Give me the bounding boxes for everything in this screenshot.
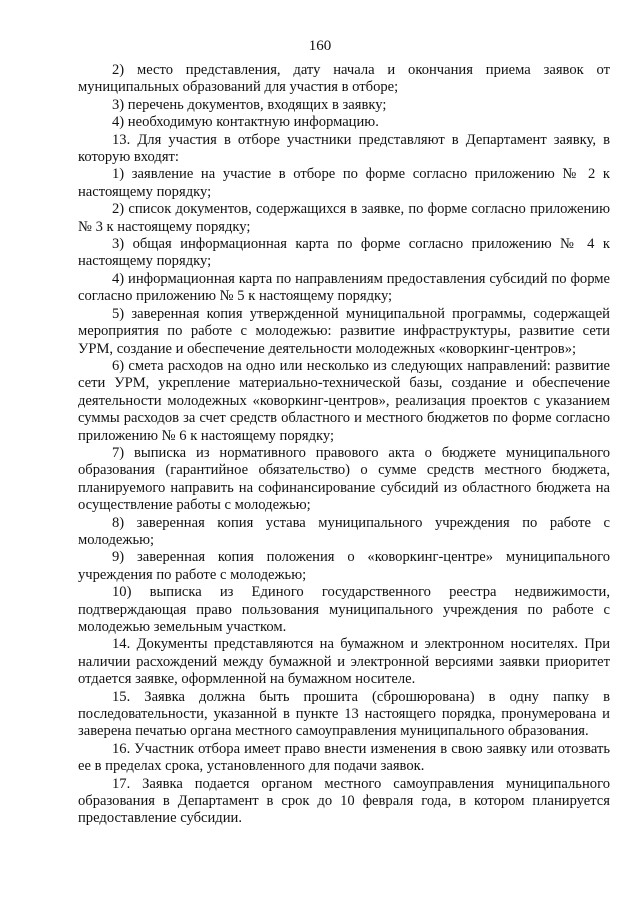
paragraph-clause-15: 15. Заявка должна быть прошита (сброшюрована) в одну папку в последовательности, указанной в пункте 13 настоящего порядка, пронумерована и заверена печатью органа местного самоуправления муниципального образования.: [78, 688, 610, 740]
paragraph-clause-13: 13. Для участия в отборе участники представляют в Департамент заявку, в которую входят:: [78, 131, 610, 166]
paragraph-clause-13-item-6: 6) смета расходов на одно или несколько из следующих направлений: развитие сети УРМ, укрепление материально-технической базы, создание и обеспечение деятельности молодежных «коворкинг-центров», реализация проектов с указанием суммы расходов за счет средств областного и местного бюджетов по форме согласно приложению № 6 к настоящему порядку;: [78, 357, 610, 444]
paragraph-clause-13-item-8: 8) заверенная копия устава муниципального учреждения по работе с молодежью;: [78, 514, 610, 548]
paragraph-clause-13-item-4: 4) информационная карта по направлениям предоставления субсидий по форме согласно приложению № 5 к настоящему порядку;: [78, 270, 610, 305]
paragraph-clause-13-item-5: 5) заверенная копия утвержденной муниципальной программы, содержащей мероприятия по работе с молодежью: развитие инфраструктуры, развитие сети УРМ, создание и обеспечение деятельности молодежных «коворкинг-центров»;: [78, 305, 610, 357]
paragraph-clause-16: 16. Участник отбора имеет право внести изменения в свою заявку или отозвать ее в пределах срока, установленного для подачи заявок.: [78, 740, 610, 775]
paragraph-clause-13-item-2: 2) список документов, содержащихся в заявке, по форме согласно приложению № 3 к настоящему порядку;: [78, 201, 610, 235]
paragraph-item-4-announcement: 4) необходимую контактную информацию.: [112, 114, 379, 131]
paragraph-item-2-announcement: 2) место представления, дату начала и окончания приема заявок от муниципальных образований для участия в отборе;: [78, 62, 610, 96]
document-body: [78, 62, 610, 828]
paragraph-clause-14: 14. Документы представляются на бумажном и электронном носителях. При наличии расхождений между бумажной и электронной версиями заявки приоритет отдается заявке, оформленной на бумажном носителе.: [78, 636, 610, 688]
paragraph-clause-13-item-3: 3) общая информационная карта по форме согласно приложению № 4 к настоящему порядку;: [78, 236, 610, 270]
paragraph-clause-13-item-10: 10) выписка из Единого государственного реестра недвижимости, подтверждающая право пользования муниципального учреждения по работе с молодежью земельным участком.: [78, 584, 610, 635]
page-number: 160: [308, 38, 332, 54]
paragraph-clause-17: 17. Заявка подается органом местного самоуправления муниципального образования в Департамент в срок до 10 февраля года, в котором планируется предоставление субсидии.: [78, 775, 610, 827]
paragraph-clause-13-item-9: 9) заверенная копия положения о «коворкинг-центре» муниципального учреждения по работе с молодежью;: [78, 549, 610, 583]
paragraph-item-3-announcement: 3) перечень документов, входящих в заявку;: [112, 96, 387, 113]
paragraph-clause-13-item-7: 7) выписка из нормативного правового акта о бюджете муниципального образования (гарантийное обязательство) о сумме средств местного бюджета, планируемого направить на софинансирование субсидий из областного бюджета на осуществление работы с молодежью;: [78, 444, 610, 514]
paragraph-clause-13-item-1: 1) заявление на участие в отборе по форме согласно приложению № 2 к настоящему порядку;: [78, 166, 610, 200]
